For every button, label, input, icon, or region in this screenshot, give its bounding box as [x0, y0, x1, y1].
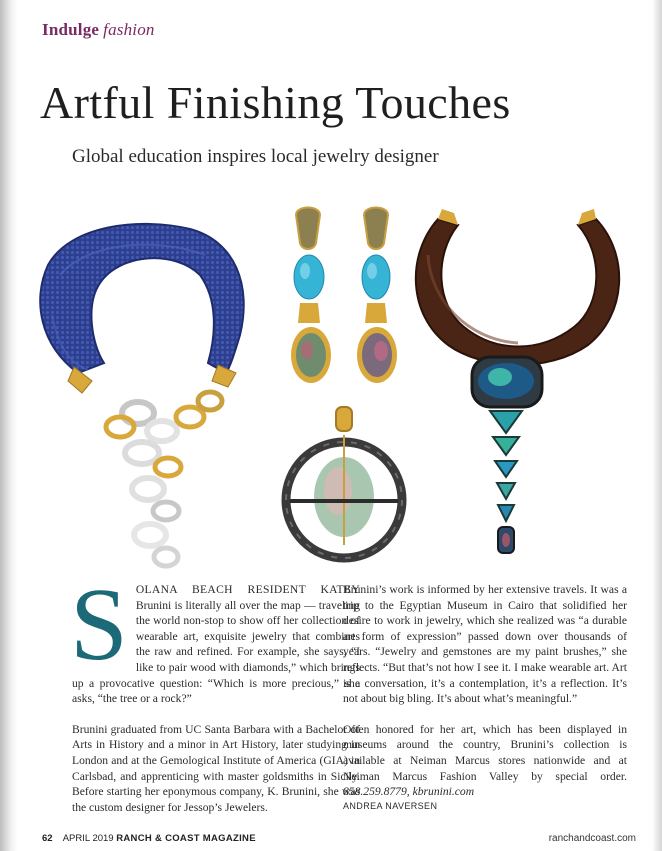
website-url: ranchandcoast.com: [548, 833, 636, 844]
page-edge-shadow: [652, 0, 662, 851]
page-gutter-shadow: [0, 0, 18, 851]
subsection-label: fashion: [103, 20, 155, 39]
lead-in-caps: OLANA BEACH RESIDENT KATEY: [135, 583, 360, 596]
lead-paragraph: [70, 567, 360, 707]
section-label: Indulge: [42, 20, 100, 39]
lapis-bracelet-image: [30, 205, 252, 580]
body-paragraph: [343, 722, 627, 815]
article-column-1: [70, 567, 360, 830]
drop-cap: S: [70, 567, 128, 682]
turquoise-earrings-image: [290, 205, 402, 397]
body-paragraph: Brunini graduated from UC Santa Barbara with a Bachelor of Arts in History and a minor in Art History, later studying in London and at the Gemological Institute of America (GIA) in Carlsbad, and apprenticing with master goldsmiths in Sicily. Before starting her eponymous company, K. Brunini, she was the custom designer for Jessop’s Jewelers.: [72, 722, 360, 814]
contact-info: 858.259.8779, kbrunini.com: [343, 785, 475, 799]
article-title: Artful Finishing Touches: [40, 77, 511, 128]
wood-collar-necklace-image: [408, 205, 630, 577]
lead-paragraph-text: Brunini is literally all over the map — traveling the world non-stop to show off her collection of wearable art, exquisite jewelry that combines the raw and refined. For example, she says, “I like to pair wood with diamonds,” which brings up a provocative question: “Which is more precious,” she asks, “the tree or a rock?”: [72, 598, 360, 706]
byline: ANDREA NAVERSEN: [343, 800, 438, 811]
article-subtitle: Global education inspires local jewelry designer: [72, 146, 439, 167]
issue-date: APRIL 2019: [62, 833, 114, 844]
article-column-2: [343, 582, 627, 814]
body-paragraph-text: Often honored for her art, which has been displayed in museums around the country, Brunini’s collection is available at Neiman Marcus stores nationwide and at Neiman Marcus Fashion Valley by special order.: [343, 722, 627, 783]
tourmaline-pendant-image: [280, 405, 410, 575]
magazine-name: RANCH & COAST MAGAZINE: [116, 833, 256, 844]
page-footer: [42, 833, 256, 844]
body-paragraph: Brunini’s work is informed by her extensive travels. It was a trip to the Egyptian Museum in Cairo that solidified her desire to work in jewelry, which she realized was “a durable art form of expression” passed down over thousands of years. “Jewelry and gemstones are my paint brushes,” she reflects. “But that’s not how I see it. I make wearable art. Art is a conversation, it’s a contemplation, it’s a reflection. It’s not about big bling. It’s about what’s meaningful.”: [343, 583, 627, 706]
section-kicker: [42, 20, 155, 40]
page-number: 62: [42, 833, 53, 844]
